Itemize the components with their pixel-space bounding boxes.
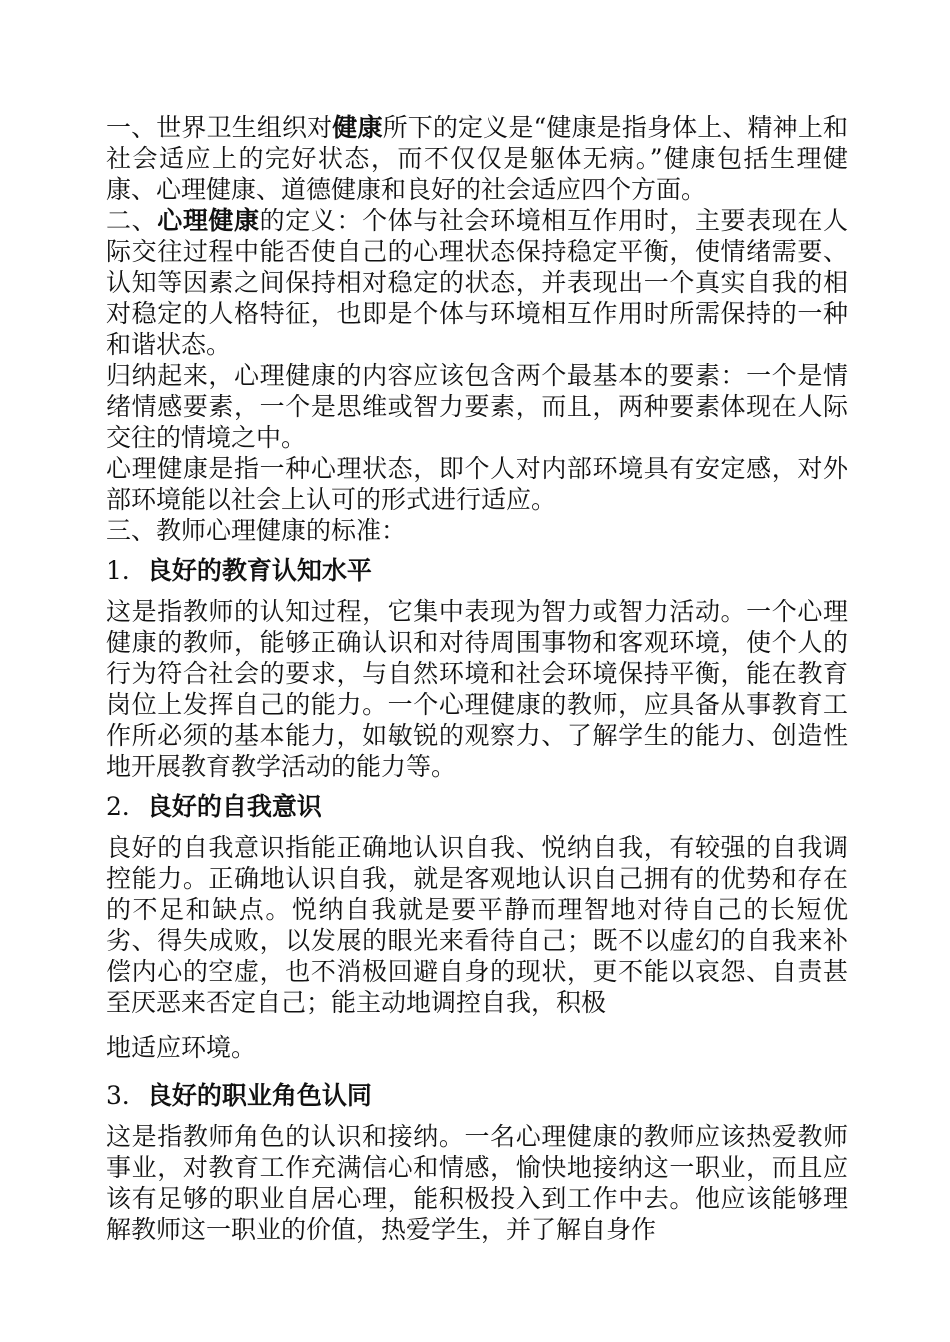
document-page	[106, 112, 848, 1245]
bold-term-health: 健康	[332, 113, 383, 142]
paragraph-who-definition: 一、世界卫生组织对健康所下的定义是“健康是指身体上、精神上和社会适应上的完好状态，而不仅仅是躯体无病。”健康包括生理健康、心理健康、道德健康和良好的社会适应四个方面。	[106, 113, 848, 204]
section-heading-3: 3．良好的职业角色认同	[106, 1081, 372, 1110]
paragraph-summary: 归纳起来，心理健康的内容应该包含两个最基本的要素：一个是情绪情感要素，一个是思维或智力要素，而且，两种要素体现在人际交往的情境之中。	[106, 361, 848, 452]
section-heading-1: 1．良好的教育认知水平	[106, 556, 372, 585]
paragraph-mental-health-definition: 二、心理健康的定义：个体与社会环境相互作用时，主要表现在人际交往过程中能否使自己的心理状态保持稳定平衡，使情绪需要、认知等因素之间保持相对稳定的状态，并表现出一个真实自我的相对稳定的人格特征，也即是个体与环境相互作用时所需保持的一种和谐状态。	[106, 206, 848, 359]
bold-term-mental-health: 心理健康	[157, 206, 260, 235]
paragraph-mental-state: 心理健康是指一种心理状态，即个人对内部环境具有安定感，对外部环境能以社会上认可的形式进行适应。	[106, 454, 848, 514]
section-body-1: 这是指教师的认知过程，它集中表现为智力或智力活动。一个心理健康的教师，能够正确认识和对待周围事物和客观环境，使个人的行为符合社会的要求，与自然环境和社会环境保持平衡，能在教育岗位上发挥自己的能力。一个心理健康的教师，应具备从事教育工作所必须的基本能力，如敏锐的观察力、了解学生的能力、创造性地开展教育教学活动的能力等。	[106, 597, 848, 781]
section-body-2-tail: 地适应环境。	[106, 1033, 257, 1062]
section-heading-2: 2．良好的自我意识	[106, 792, 322, 821]
section-body-2: 良好的自我意识指能正确地认识自我、悦纳自我，有较强的自我调控能力。正确地认识自我，就是客观地认识自己拥有的优势和存在的不足和缺点。悦纳自我就是要平静而理智地对待自己的长短优劣、得失成败，以发展的眼光来看待自己；既不以虚幻的自我来补偿内心的空虚，也不消极回避自身的现状，更不能以哀怨、自责甚至厌恶来否定自己；能主动地调控自我，积极	[106, 833, 848, 1017]
section-body-3: 这是指教师角色的认识和接纳。一名心理健康的教师应该热爱教师事业，对教育工作充满信心和情感，愉快地接纳这一职业，而且应该有足够的职业自居心理，能积极投入到工作中去。他应该能够理解教师这一职业的价值，热爱学生，并了解自身作	[106, 1122, 848, 1244]
paragraph-standards-heading: 三、教师心理健康的标准：	[106, 516, 407, 545]
